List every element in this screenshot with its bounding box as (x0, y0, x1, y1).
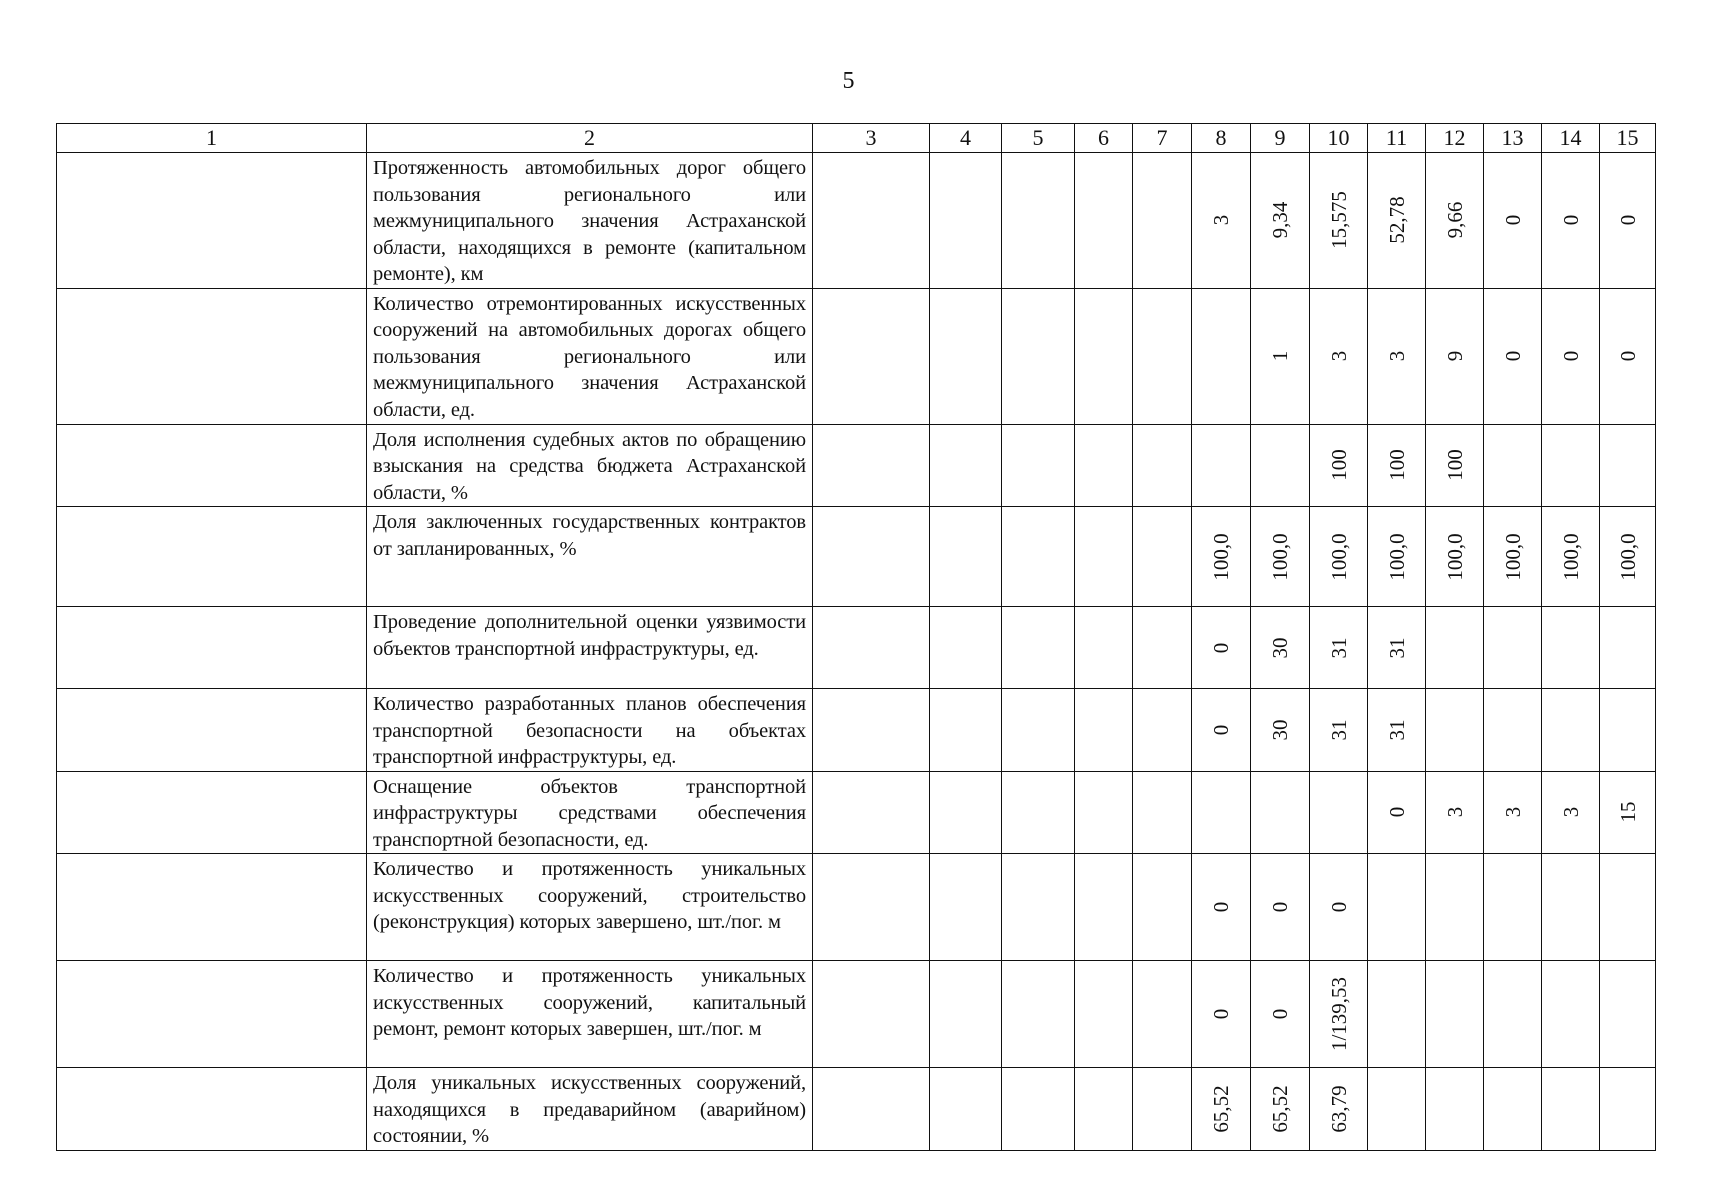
table-row (57, 607, 1656, 689)
column-header-15: 15 (1600, 124, 1656, 153)
value-cell-col-8 (1192, 153, 1251, 289)
value-cell-col-15 (1600, 607, 1656, 689)
value-cell-col-9 (1251, 771, 1310, 854)
value-text: 0 (1558, 350, 1583, 362)
value-cell-col-12 (1426, 854, 1484, 961)
value-cell-col-12 (1426, 771, 1484, 854)
value-cell-col-13 (1484, 288, 1542, 424)
indicator-description: Проведение дополнительной оценки уязвимости объектов транспортной инфраструктуры, ед. (367, 607, 813, 689)
program-cell (57, 288, 367, 424)
column-header-4: 4 (930, 124, 1002, 153)
value-cell-col-11 (1368, 854, 1426, 961)
value-text: 0 (1615, 215, 1640, 226)
indicator-description: Доля заключенных государственных контрактов от запланированных, % (367, 507, 813, 607)
table-row (57, 961, 1656, 1068)
value-cell-col-8 (1192, 689, 1251, 772)
column-header-1: 1 (57, 124, 367, 153)
value-text: 0 (1209, 724, 1233, 735)
value-cell-col-6 (1075, 507, 1133, 607)
value-cell-col-11 (1368, 153, 1426, 289)
value-cell-col-15 (1600, 153, 1656, 289)
value-cell-col-10 (1310, 153, 1368, 289)
value-cell-col-10 (1310, 507, 1368, 607)
value-cell-col-15 (1600, 288, 1656, 424)
value-text: 0 (1268, 901, 1292, 913)
value-cell-col-6 (1075, 288, 1133, 424)
value-text: 31 (1326, 637, 1351, 658)
value-cell-col-14 (1542, 607, 1600, 689)
table-row (57, 1068, 1656, 1151)
table-row (57, 153, 1656, 289)
value-text: 3 (1500, 807, 1525, 818)
value-cell-col-12 (1426, 507, 1484, 607)
value-cell-col-8 (1192, 507, 1251, 607)
table-row (57, 689, 1656, 772)
column-header-12: 12 (1426, 124, 1484, 153)
value-cell-col-6 (1075, 771, 1133, 854)
value-cell-col-6 (1075, 153, 1133, 289)
page-number: 5 (842, 68, 855, 94)
value-cell-col-4 (930, 607, 1002, 689)
value-cell-col-13 (1484, 507, 1542, 607)
value-cell-col-11 (1368, 689, 1426, 772)
value-text: 3 (1558, 807, 1583, 818)
value-cell-col-6 (1075, 424, 1133, 507)
value-cell-col-6 (1075, 607, 1133, 689)
indicator-description: Протяженность автомобильных дорог общего пользования регионального или межмуниципального значения Астраханской области, находящихся в ремонте (капитальном ремонте), км (367, 153, 813, 289)
value-cell-col-3 (813, 153, 930, 289)
value-cell-col-5 (1002, 689, 1075, 772)
value-cell-col-9 (1251, 961, 1310, 1068)
value-cell-col-15 (1600, 424, 1656, 507)
value-cell-col-10 (1310, 1068, 1368, 1151)
value-cell-col-10 (1310, 854, 1368, 961)
value-cell-col-4 (930, 1068, 1002, 1151)
indicator-description: Количество и протяженность уникальных искусственных сооружений, капитальный ремонт, ремонт которых завершен, шт./пог. м (367, 961, 813, 1068)
table-row (57, 854, 1656, 961)
value-cell-col-13 (1484, 153, 1542, 289)
column-header-11: 11 (1368, 124, 1426, 153)
value-text: 30 (1268, 719, 1292, 741)
indicator-description: Доля исполнения судебных актов по обращению взыскания на средства бюджета Астраханской области, % (367, 424, 813, 507)
value-cell-col-14 (1542, 424, 1600, 507)
value-cell-col-13 (1484, 689, 1542, 772)
value-cell-col-7 (1133, 507, 1192, 607)
value-text: 0 (1268, 1008, 1292, 1020)
value-cell-col-14 (1542, 689, 1600, 772)
value-cell-col-5 (1002, 507, 1075, 607)
value-cell-col-5 (1002, 961, 1075, 1068)
value-text: 100,0 (1615, 532, 1640, 581)
value-cell-col-8 (1192, 771, 1251, 854)
column-header-10: 10 (1310, 124, 1368, 153)
value-text: 100,0 (1500, 532, 1525, 581)
table-row (57, 507, 1656, 607)
value-text: 0 (1615, 350, 1640, 362)
value-cell-col-8 (1192, 288, 1251, 424)
value-cell-col-4 (930, 288, 1002, 424)
column-header-8: 8 (1192, 124, 1251, 153)
value-cell-col-14 (1542, 771, 1600, 854)
value-cell-col-7 (1133, 961, 1192, 1068)
program-cell (57, 961, 367, 1068)
value-cell-col-12 (1426, 1068, 1484, 1151)
value-text: 31 (1384, 637, 1409, 658)
value-cell-col-5 (1002, 153, 1075, 289)
value-cell-col-6 (1075, 1068, 1133, 1151)
value-cell-col-4 (930, 424, 1002, 507)
value-text: 0 (1558, 215, 1583, 226)
value-cell-col-9 (1251, 1068, 1310, 1151)
value-cell-col-15 (1600, 854, 1656, 961)
value-text: 63,79 (1326, 1085, 1351, 1133)
column-header-5: 5 (1002, 124, 1075, 153)
value-cell-col-8 (1192, 607, 1251, 689)
value-cell-col-4 (930, 771, 1002, 854)
column-header-9: 9 (1251, 124, 1310, 153)
value-cell-col-13 (1484, 854, 1542, 961)
program-cell (57, 153, 367, 289)
value-text: 15 (1615, 801, 1640, 823)
value-cell-col-14 (1542, 288, 1600, 424)
value-cell-col-10 (1310, 424, 1368, 507)
value-cell-col-12 (1426, 961, 1484, 1068)
value-text: 30 (1268, 637, 1292, 658)
indicator-description: Доля уникальных искусственных сооружений, находящихся в предаварийном (аварийном) состоянии, % (367, 1068, 813, 1151)
value-cell-col-11 (1368, 288, 1426, 424)
value-cell-col-7 (1133, 288, 1192, 424)
value-text: 0 (1500, 215, 1525, 226)
table-row (57, 771, 1656, 854)
value-cell-col-9 (1251, 507, 1310, 607)
value-cell-col-5 (1002, 854, 1075, 961)
table-row (57, 288, 1656, 424)
value-cell-col-3 (813, 1068, 930, 1151)
value-cell-col-4 (930, 689, 1002, 772)
value-cell-col-14 (1542, 854, 1600, 961)
value-cell-col-7 (1133, 607, 1192, 689)
value-cell-col-14 (1542, 961, 1600, 1068)
column-header-2: 2 (367, 124, 813, 153)
program-cell (57, 607, 367, 689)
indicator-description: Оснащение объектов транспортной инфраструктуры средствами обеспечения транспортной безопасности, ед. (367, 771, 813, 854)
value-text: 3 (1326, 350, 1351, 362)
program-cell (57, 854, 367, 961)
value-text: 9,66 (1442, 201, 1467, 239)
value-text: 3 (1209, 215, 1233, 226)
value-text: 3 (1442, 807, 1467, 818)
value-cell-col-7 (1133, 854, 1192, 961)
value-cell-col-4 (930, 854, 1002, 961)
value-text: 65,52 (1268, 1085, 1292, 1133)
value-text: 1 (1268, 350, 1292, 362)
table-body (57, 153, 1656, 1151)
value-text: 0 (1326, 901, 1351, 913)
value-cell-col-9 (1251, 424, 1310, 507)
value-text: 9,34 (1268, 201, 1292, 239)
value-cell-col-6 (1075, 961, 1133, 1068)
value-cell-col-3 (813, 961, 930, 1068)
program-cell (57, 771, 367, 854)
value-text: 100 (1384, 449, 1409, 481)
value-cell-col-10 (1310, 961, 1368, 1068)
value-cell-col-10 (1310, 288, 1368, 424)
value-text: 100,0 (1268, 532, 1292, 581)
column-header-14: 14 (1542, 124, 1600, 153)
value-cell-col-7 (1133, 424, 1192, 507)
value-cell-col-9 (1251, 153, 1310, 289)
value-cell-col-8 (1192, 854, 1251, 961)
value-cell-col-13 (1484, 424, 1542, 507)
value-cell-col-10 (1310, 771, 1368, 854)
value-cell-col-3 (813, 424, 930, 507)
column-header-6: 6 (1075, 124, 1133, 153)
value-text: 9 (1442, 350, 1467, 362)
value-cell-col-7 (1133, 689, 1192, 772)
value-cell-col-12 (1426, 689, 1484, 772)
value-cell-col-4 (930, 961, 1002, 1068)
value-cell-col-5 (1002, 288, 1075, 424)
value-cell-col-13 (1484, 1068, 1542, 1151)
value-text: 0 (1209, 901, 1233, 913)
value-cell-col-8 (1192, 424, 1251, 507)
value-cell-col-3 (813, 288, 930, 424)
indicator-description: Количество и протяженность уникальных искусственных сооружений, строительство (реконструкция) которых завершено, шт./пог. м (367, 854, 813, 961)
table-header-row (57, 124, 1656, 153)
value-cell-col-12 (1426, 424, 1484, 507)
value-cell-col-15 (1600, 771, 1656, 854)
value-cell-col-11 (1368, 424, 1426, 507)
column-header-3: 3 (813, 124, 930, 153)
value-cell-col-12 (1426, 153, 1484, 289)
value-cell-col-13 (1484, 771, 1542, 854)
indicator-description: Количество отремонтированных искусственных сооружений на автомобильных дорогах общего пользования регионального или межмуниципального значения Астраханской области, ед. (367, 288, 813, 424)
value-cell-col-11 (1368, 771, 1426, 854)
column-header-13: 13 (1484, 124, 1542, 153)
value-text: 31 (1384, 719, 1409, 741)
value-cell-col-11 (1368, 1068, 1426, 1151)
value-text: 100,0 (1326, 532, 1351, 581)
value-cell-col-3 (813, 689, 930, 772)
value-cell-col-13 (1484, 607, 1542, 689)
value-cell-col-5 (1002, 1068, 1075, 1151)
value-cell-col-4 (930, 153, 1002, 289)
value-text: 0 (1384, 807, 1409, 818)
value-cell-col-10 (1310, 689, 1368, 772)
value-cell-col-12 (1426, 288, 1484, 424)
value-cell-col-3 (813, 771, 930, 854)
value-text: 15,575 (1326, 191, 1351, 250)
value-cell-col-6 (1075, 854, 1133, 961)
value-cell-col-14 (1542, 153, 1600, 289)
value-cell-col-13 (1484, 961, 1542, 1068)
value-cell-col-15 (1600, 1068, 1656, 1151)
value-cell-col-14 (1542, 507, 1600, 607)
value-text: 65,52 (1209, 1085, 1233, 1133)
value-cell-col-5 (1002, 424, 1075, 507)
program-cell (57, 1068, 367, 1151)
program-cell (57, 689, 367, 772)
value-cell-col-11 (1368, 507, 1426, 607)
value-text: 31 (1326, 719, 1351, 741)
value-cell-col-7 (1133, 771, 1192, 854)
value-text: 100,0 (1384, 532, 1409, 581)
program-cell (57, 507, 367, 607)
value-cell-col-12 (1426, 607, 1484, 689)
value-text: 0 (1500, 350, 1525, 362)
value-cell-col-10 (1310, 607, 1368, 689)
value-cell-col-8 (1192, 961, 1251, 1068)
indicator-description: Количество разработанных планов обеспечения транспортной безопасности на объектах транспортной инфраструктуры, ед. (367, 689, 813, 772)
value-cell-col-15 (1600, 507, 1656, 607)
value-cell-col-8 (1192, 1068, 1251, 1151)
value-cell-col-5 (1002, 607, 1075, 689)
value-cell-col-11 (1368, 961, 1426, 1068)
value-cell-col-6 (1075, 689, 1133, 772)
value-text: 100 (1326, 449, 1351, 481)
value-cell-col-9 (1251, 689, 1310, 772)
value-cell-col-3 (813, 607, 930, 689)
value-cell-col-15 (1600, 689, 1656, 772)
value-text: 1/139,53 (1326, 976, 1351, 1052)
value-text: 52,78 (1384, 196, 1409, 244)
value-cell-col-7 (1133, 153, 1192, 289)
value-cell-col-5 (1002, 771, 1075, 854)
column-header-7: 7 (1133, 124, 1192, 153)
value-text: 0 (1209, 1008, 1233, 1020)
value-text: 3 (1384, 350, 1409, 362)
value-cell-col-3 (813, 507, 930, 607)
value-cell-col-9 (1251, 288, 1310, 424)
value-cell-col-4 (930, 507, 1002, 607)
indicators-table (56, 123, 1656, 1151)
value-text: 100 (1442, 449, 1467, 481)
value-cell-col-9 (1251, 607, 1310, 689)
table-row (57, 424, 1656, 507)
value-cell-col-11 (1368, 607, 1426, 689)
value-text: 0 (1209, 642, 1233, 653)
value-cell-col-3 (813, 854, 930, 961)
value-text: 100,0 (1558, 532, 1583, 581)
value-text: 100,0 (1442, 532, 1467, 581)
value-cell-col-9 (1251, 854, 1310, 961)
value-text: 100,0 (1209, 532, 1233, 581)
value-cell-col-14 (1542, 1068, 1600, 1151)
value-cell-col-7 (1133, 1068, 1192, 1151)
program-cell (57, 424, 367, 507)
value-cell-col-15 (1600, 961, 1656, 1068)
